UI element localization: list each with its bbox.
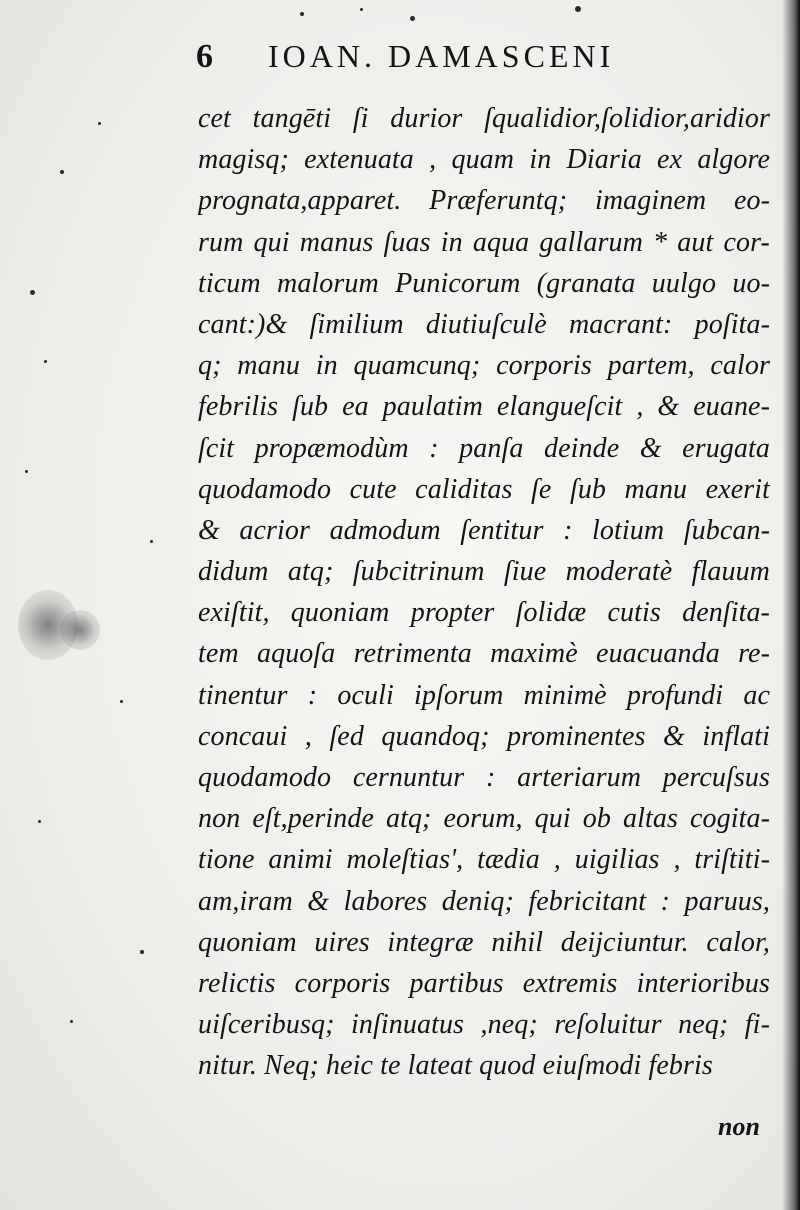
- page-number: 6: [196, 38, 213, 75]
- paper-speck: [38, 820, 41, 823]
- binding-gutter-shadow: [782, 0, 800, 1210]
- text-line: relictis corporis partibus extremis interioribus: [198, 967, 770, 999]
- text-line: cant:)& ſimilium diutiuſculè macrant: poſita-: [198, 308, 770, 340]
- text-line: nitur. Neq; heic te lateat quod eiuſmodi febris: [198, 1050, 713, 1082]
- text-line: tione animi moleſtias', tædia , uigilias , triſtiti-: [198, 844, 770, 876]
- text-line: non eſt,perinde atq; eorum, qui ob altas cogita-: [198, 803, 770, 835]
- text-line: quoniam uires integræ nihil deijciuntur. calor,: [198, 926, 770, 958]
- page-header: [196, 38, 716, 88]
- paper-speck: [410, 16, 415, 21]
- text-line: didum atq; ſubcitrinum ſiue moderatè flauum: [198, 556, 770, 588]
- paper-speck: [360, 8, 363, 11]
- paper-speck: [300, 12, 304, 16]
- text-line: & acrior admodum ſentitur : lotium ſubcan-: [198, 514, 770, 546]
- paper-speck: [140, 950, 144, 954]
- text-line: exiſtit, quoniam propter ſolidæ cutis denſita-: [198, 597, 770, 629]
- paper-speck: [25, 470, 28, 473]
- text-line: concaui , ſed quandoq; prominentes & inflati: [198, 720, 770, 752]
- paper-speck: [98, 122, 101, 125]
- text-line: quodamodo cute caliditas ſe ſub manu exerit: [198, 473, 770, 505]
- paper-speck: [150, 540, 153, 543]
- text-line: prognata,apparet. Præferuntq; imaginem eo-: [198, 185, 770, 217]
- paper-speck: [44, 360, 47, 363]
- text-line: rum qui manus ſuas in aqua gallarum * aut cor-: [198, 226, 770, 258]
- catchword: non: [718, 1112, 760, 1141]
- text-line: febrilis ſub ea paulatim elangueſcit , & euane-: [198, 391, 770, 423]
- paper-speck: [120, 700, 123, 703]
- running-head: IOAN. DAMASCENI: [268, 38, 615, 74]
- paper-stain: [60, 610, 100, 650]
- text-line: quodamodo cernuntur : arteriarum percuſsus: [198, 762, 770, 793]
- body-text: [198, 98, 770, 1087]
- text-line: cet tangēti ſi durior ſqualidior,ſolidior,aridior: [198, 103, 770, 134]
- paper-speck: [60, 170, 64, 174]
- paper-speck: [70, 1020, 73, 1023]
- paper-speck: [30, 290, 35, 295]
- text-line: tinentur : oculi ipſorum minimè profundi ac: [198, 679, 770, 711]
- text-line: tem aquoſa retrimenta maximè euacuanda re-: [198, 638, 770, 670]
- text-line: ſcit propæmodùm : panſa deinde & erugata: [198, 432, 770, 464]
- paper-speck: [575, 6, 581, 12]
- text-line: magisq; extenuata , quam in Diaria ex algore: [198, 144, 770, 176]
- text-line: uiſceribusq; inſinuatus ,neq; reſoluitur neq; fi-: [198, 1009, 770, 1041]
- text-line: ticum malorum Punicorum (granata uulgo uo-: [198, 267, 770, 299]
- text-line: q; manu in quamcunq; corporis partem, calor: [198, 350, 770, 382]
- text-line: am,iram & labores deniq; febricitant : paruus,: [198, 885, 770, 917]
